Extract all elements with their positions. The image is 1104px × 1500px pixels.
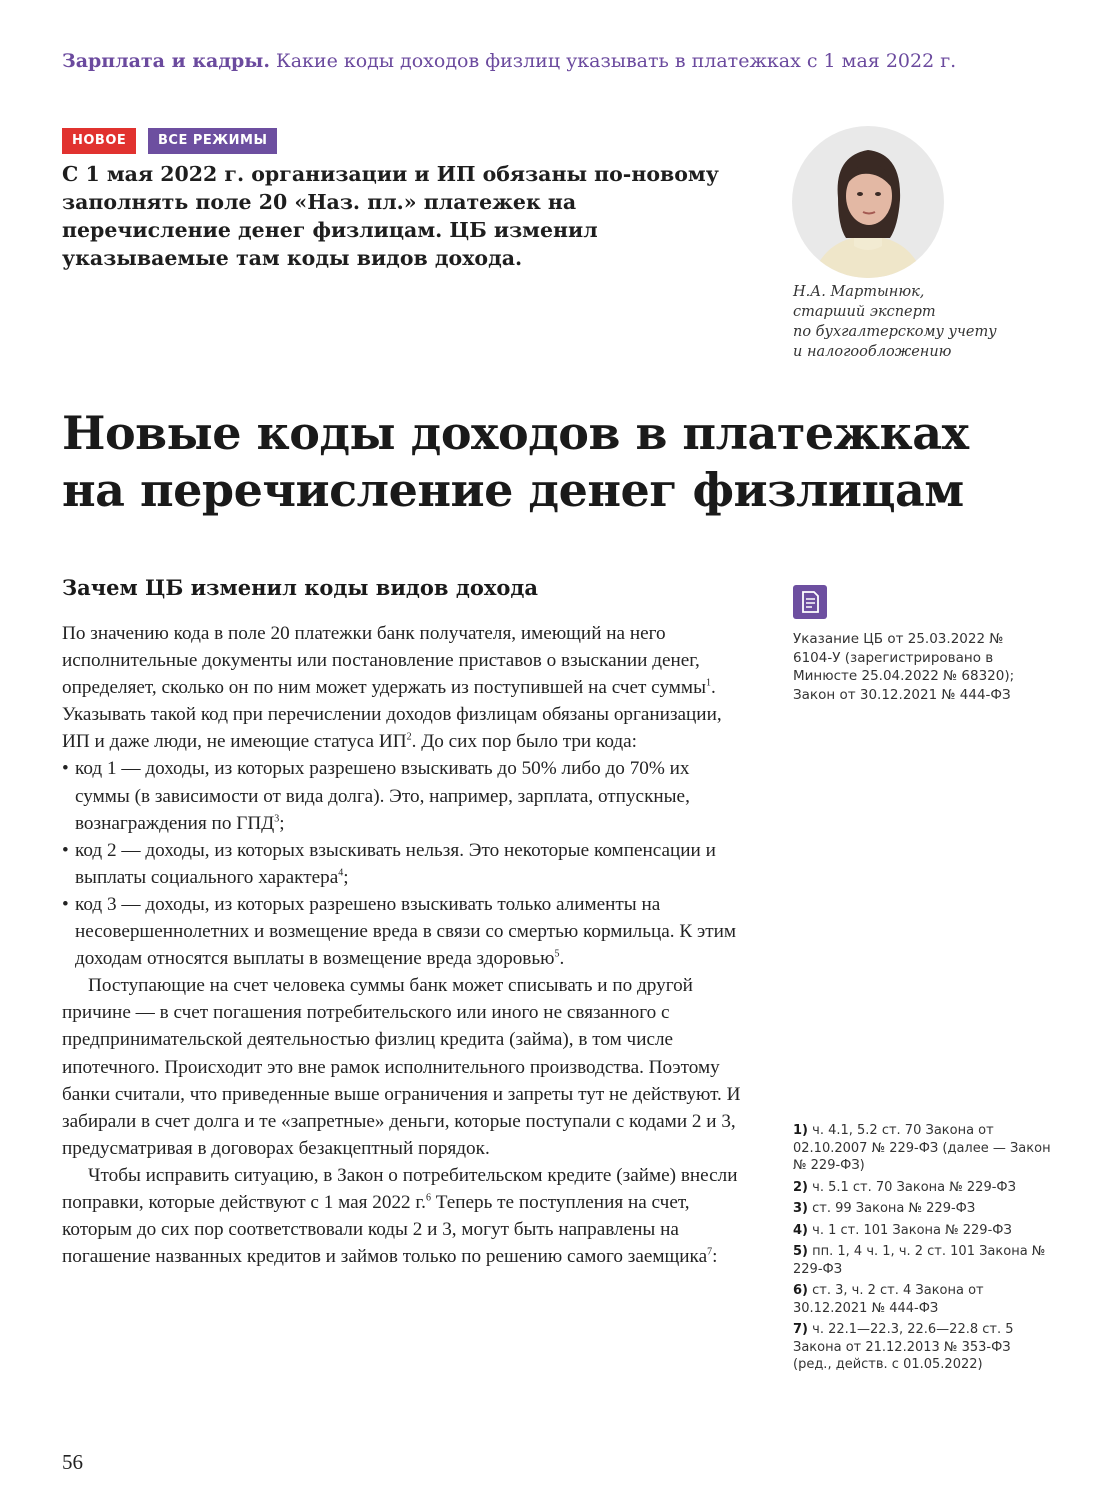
document-icon bbox=[793, 585, 827, 619]
footnote-item bbox=[793, 1200, 1053, 1218]
footnote-ref-2[interactable]: 2 bbox=[406, 731, 412, 743]
footnote-ref-3[interactable]: 3 bbox=[274, 813, 280, 825]
headline-line-1: Новые коды доходов в платежках bbox=[62, 406, 969, 460]
footnote-text: ч. 5.1 ст. 70 Закона № 229-ФЗ bbox=[808, 1179, 1016, 1195]
running-header-section: Зарплата и кадры. bbox=[62, 50, 270, 72]
footnote-number: 4) bbox=[793, 1222, 808, 1238]
paragraph-1: По значению кода в поле 20 платежки банк получателя, имеющий на него исполнительные документы или постановление приставов о взыскании денег, определяет, сколько он по ним может удержать из поступившей на счет суммы$^1$. Указывать такой код при перечислении доходов физлицам обязаны организации, ИП и даже люди, не имеющие статуса $ИП^2$. До сих пор было три кода: bbox=[62, 623, 722, 753]
footnote-number: 1) bbox=[793, 1123, 808, 1138]
running-header-topic: Какие коды доходов физлиц указывать в платежках с 1 мая 2022 г. bbox=[276, 50, 957, 72]
article-headline bbox=[62, 405, 1062, 519]
footnote-item bbox=[793, 1243, 1053, 1278]
footnote-ref-7[interactable]: 7 bbox=[707, 1246, 713, 1258]
footnote-text: ч. 4.1, 5.2 ст. 70 Закона от 02.10.2007 № 229-ФЗ (далее — Закон № 229-ФЗ) bbox=[793, 1123, 1051, 1173]
footnote-ref-1[interactable]: 1 bbox=[705, 677, 711, 689]
footnote-ref-6[interactable]: 6 bbox=[425, 1192, 431, 1204]
list-item: • код 1 — доходы, из которых разрешено взыскивать до 50% либо до 70% их суммы (в зависимости от вида долга). Это, например, зарплата, отпускные, вознаграждения по ГПД$^3$; bbox=[62, 755, 742, 836]
footnote-item bbox=[793, 1122, 1053, 1175]
running-header bbox=[62, 50, 1062, 72]
article-body bbox=[62, 620, 742, 1270]
footnote-text: ст. 3, ч. 2 ст. 4 Закона от 30.12.2021 № 444-ФЗ bbox=[793, 1283, 984, 1316]
legal-source-note: Указание ЦБ от 25.03.2022 № 6104-У (зарегистрировано в Минюсте 25.04.2022 № 68320); Закон от 30.12.2021 № 444-ФЗ bbox=[793, 631, 1015, 703]
page-number: 56 bbox=[62, 1450, 83, 1474]
footnote-item bbox=[793, 1282, 1053, 1317]
lead-paragraph: С 1 мая 2022 г. организации и ИП обязаны по-новому заполнять поле 20 «Наз. пл.» платежек на перечисление денег физлицам. ЦБ изменил указываемые там коды видов дохода. bbox=[62, 162, 719, 270]
author-role-3: и налогообложению bbox=[793, 344, 952, 360]
footnote-item bbox=[793, 1321, 1053, 1374]
footnote-text: ст. 99 Закона № 229-ФЗ bbox=[808, 1201, 976, 1216]
footnote-ref-4[interactable]: 4 bbox=[338, 867, 344, 879]
author-role-1: старший эксперт bbox=[793, 304, 936, 320]
income-codes-list bbox=[62, 755, 742, 972]
author-role-2: по бухгалтерскому учету bbox=[793, 324, 997, 340]
footnote-number: 7) bbox=[793, 1322, 808, 1337]
author-name: Н.А. Мартынюк, bbox=[793, 284, 925, 300]
list-item: • код 2 — доходы, из которых взыскивать нельзя. Это некоторые компенсации и выплаты социального характера$^4$; bbox=[62, 837, 742, 891]
footnote-number: 6) bbox=[793, 1283, 808, 1298]
footnote-number: 3) bbox=[793, 1201, 808, 1216]
headline-line-2: на перечисление денег физлицам bbox=[62, 463, 964, 517]
footnotes bbox=[793, 1122, 1053, 1378]
paragraph-2: Поступающие на счет человека суммы банк может списывать и по другой причине — в счет погашения потребительского или иного не связанного с предпринимательской деятельностью физлиц кредита (займа), в том числе ипотечного. Происходит это вне рамок исполнительного производства. Поэтому банки считали, что приведенные выше ограничения и запреты тут не действуют. И забирали в счет долга и те «запретные» деньги, которые поступали с кодами 2 и 3, предусматривая в договорах безакцептный порядок. bbox=[62, 975, 741, 1159]
paragraph-3: Чтобы исправить ситуацию, в Закон о потребительском кредите (займе) внесли поправки, которые действуют с 1 мая 2022 г.$^6$ Теперь те поступления на счет, которым до сих пор соответствовали коды 2 и 3, могут быть направлены на погашение названных кредитов и займов только по решению самого заемщика$^7$: bbox=[62, 1164, 738, 1268]
author-photo bbox=[792, 126, 944, 278]
tag-new: НОВОЕ bbox=[62, 128, 136, 154]
footnote-text: ч. 1 ст. 101 Закона № 229-ФЗ bbox=[808, 1222, 1012, 1238]
footnote-number: 2) bbox=[793, 1179, 808, 1195]
footnote-text: ч. 22.1—22.3, 22.6—22.8 ст. 5 Закона от 21.12.2013 № 353-ФЗ (ред., действ. с 01.05.2022) bbox=[793, 1322, 1014, 1372]
footnote-item bbox=[793, 1222, 1053, 1240]
list-item: • код 3 — доходы, из которых разрешено взыскивать только алименты на несовершеннолетних и возмещение вреда в связи со смертью кормильца. К этим доходам относятся выплаты в возмещение вреда здоровью$^5$. bbox=[62, 891, 742, 972]
footnote-number: 5) bbox=[793, 1244, 808, 1259]
tag-all-regimes: ВСЕ РЕЖИМЫ bbox=[148, 128, 277, 154]
section-heading: Зачем ЦБ изменил коды видов дохода bbox=[62, 575, 538, 600]
footnote-text: пп. 1, 4 ч. 1, ч. 2 ст. 101 Закона № 229-ФЗ bbox=[793, 1244, 1046, 1277]
author-caption bbox=[793, 282, 1033, 362]
footnote-item bbox=[793, 1179, 1053, 1197]
footnote-ref-5[interactable]: 5 bbox=[554, 948, 560, 960]
